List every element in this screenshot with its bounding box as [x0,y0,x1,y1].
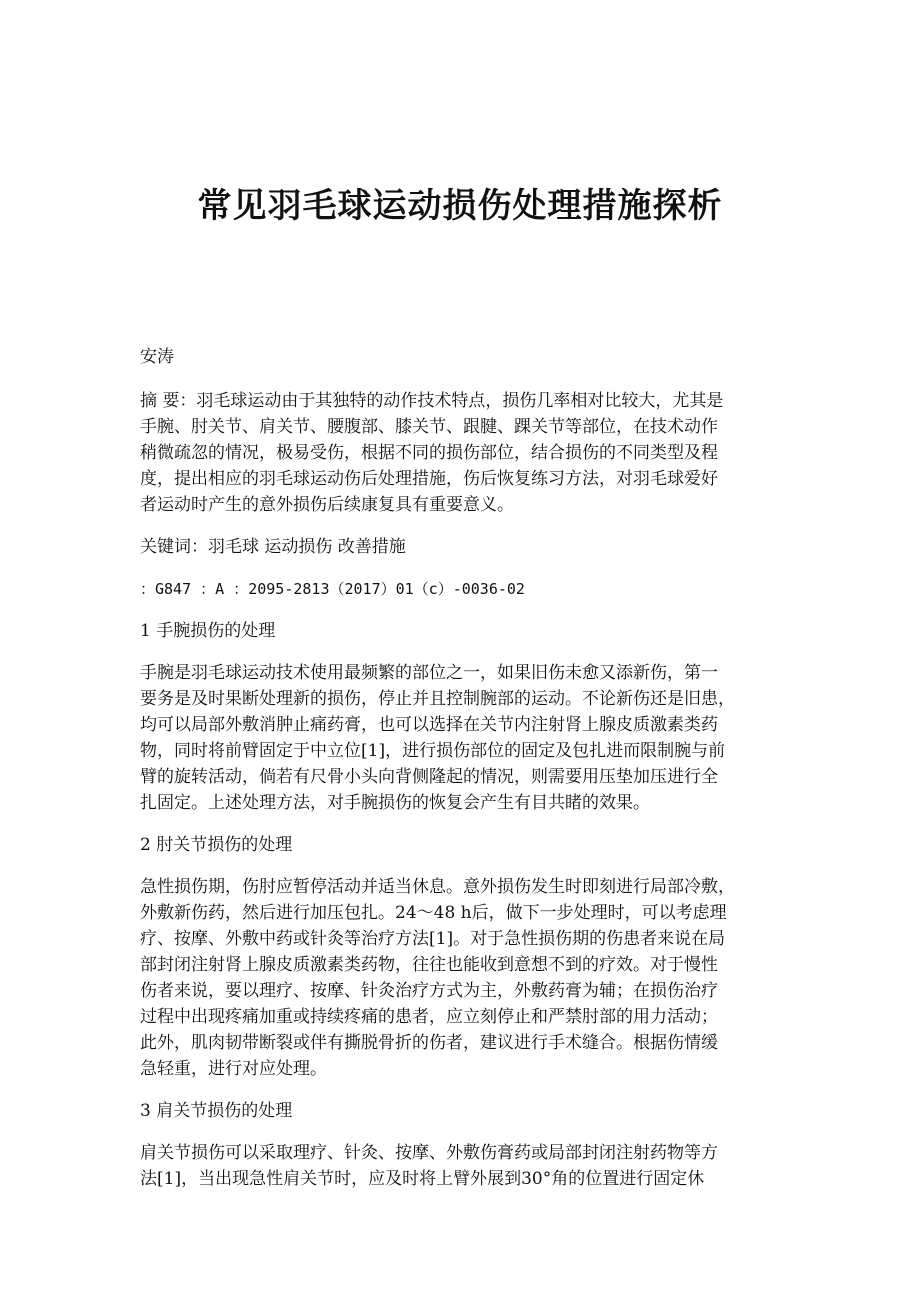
body-line: 此外，肌肉韧带断裂或伴有撕脱骨折的伤者，建议进行手术缝合。根据伤情缓 [140,1033,718,1053]
body-line: 肩关节损伤可以采取理疗、针灸、按摩、外敷伤膏药或局部封闭注射药物等方 [140,1143,718,1163]
body-line: 急性损伤期，伤肘应暂停活动并适当休息。意外损伤发生时即刻进行局部冷敷， [140,877,735,897]
section-heading: 1 手腕损伤的处理 [140,621,276,641]
abstract-line: 者运动时产生的意外损伤后续康复具有重要意义。 [140,495,514,515]
abstract-line: 度，提出相应的羽毛球运动伤后处理措施，伤后恢复练习方法，对羽毛球爱好 [140,469,718,489]
section-1-paragraph [140,660,780,816]
body-line: 外敷新伤药，然后进行加压包扎。24～48 h后，做下一步处理时，可以考虑理 [140,903,727,923]
section-3-paragraph [140,1140,780,1192]
section-2-paragraph [140,874,780,1082]
body-line: 扎固定。上述处理方法，对手腕损伤的恢复会产生有目共睹的效果。 [140,793,650,813]
article-body [140,344,780,1208]
classification-line: ：G847 ：A ：2095-2813（2017）01（c）-0036-02 [140,580,525,598]
section-heading: 3 肩关节损伤的处理 [140,1101,293,1121]
author-name: 安涛 [140,347,174,367]
body-line: 均可以局部外敷消肿止痛药膏，也可以选择在关节内注射肾上腺皮质激素类药 [140,715,718,735]
abstract-line: 摘 要：羽毛球运动由于其独特的动作技术特点，损伤几率相对比较大，尤其是 [140,391,724,411]
section-2-heading-block [140,832,780,858]
body-line: 急轻重，进行对应处理。 [140,1059,327,1079]
section-3-heading-block [140,1098,780,1124]
abstract-line: 稍微疏忽的情况，极易受伤，根据不同的损伤部位，结合损伤的不同类型及程 [140,443,718,463]
body-line: 部封闭注射肾上腺皮质激素类药物，往往也能收到意想不到的疗效。对于慢性 [140,955,718,975]
classification-paragraph [140,576,780,602]
page-title: 常见羽毛球运动损伤处理措施探析 [197,186,723,226]
body-line: 过程中出现疼痛加重或持续疼痛的患者，应立刻停止和严禁肘部的用力活动； [140,1007,718,1027]
section-heading: 2 肘关节损伤的处理 [140,835,293,855]
body-line: 伤者来说，要以理疗、按摩、针灸治疗方式为主，外敷药膏为辅；在损伤治疗 [140,981,718,1001]
body-line: 手腕是羽毛球运动技术使用最频繁的部位之一，如果旧伤未愈又添新伤，第一 [140,663,718,683]
keywords-paragraph [140,534,780,560]
section-1-heading-block [140,618,780,644]
abstract-line: 手腕、肘关节、肩关节、腰腹部、膝关节、跟腱、踝关节等部位，在技术动作 [140,417,718,437]
keywords-line: 关键词：羽毛球 运动损伤 改善措施 [140,537,406,557]
abstract-paragraph [140,388,780,518]
body-line: 疗、按摩、外敷中药或针灸等治疗方法[1]。对于急性损伤期的伤患者来说在局 [140,929,726,949]
body-line: 物，同时将前臂固定于中立位[1]，进行损伤部位的固定及包扎进而限制腕与前 [140,741,726,761]
body-line: 臂的旋转活动，倘若有尺骨小头向背侧隆起的情况，则需要用压垫加压进行全 [140,767,718,787]
body-line: 要务是及时果断处理新的损伤，停止并且控制腕部的运动。不论新伤还是旧患， [140,689,735,709]
body-line: 法[1]，当出现急性肩关节时，应及时将上臂外展到30°角的位置进行固定休 [140,1169,705,1189]
